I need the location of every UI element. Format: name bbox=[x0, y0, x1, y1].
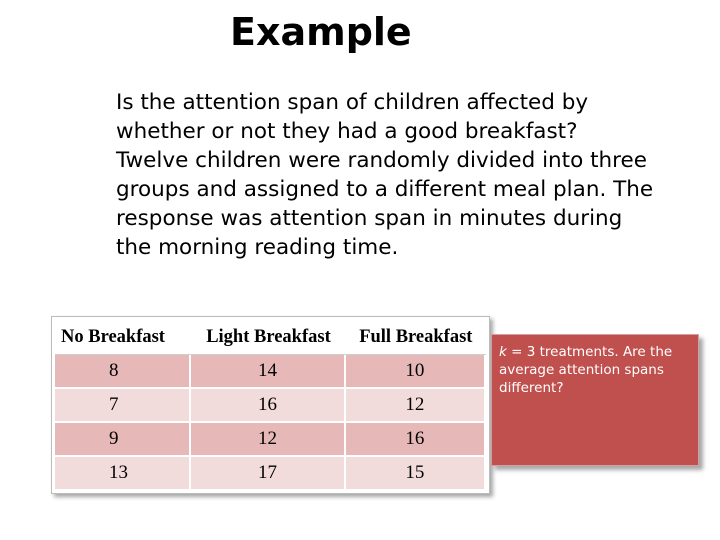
table-cell: 12 bbox=[191, 423, 345, 457]
table-cell: 16 bbox=[191, 389, 345, 423]
table-header-row bbox=[55, 320, 486, 355]
data-table-frame bbox=[51, 316, 490, 494]
table-cell: 8 bbox=[55, 355, 191, 389]
callout-text bbox=[499, 343, 691, 397]
callout-box bbox=[491, 334, 699, 466]
table-cell: 7 bbox=[55, 389, 191, 423]
table-cell: 12 bbox=[346, 389, 486, 423]
question-text: Is the attention span of children affected by whether or not they had a good breakfast? Twelve children were randomly divided into three groups and assigned to a different meal plan. The response was attention span in minutes during the morning reading time. bbox=[116, 90, 654, 260]
header-full-breakfast: Full Breakfast bbox=[346, 320, 486, 355]
data-table bbox=[55, 320, 486, 491]
callout-body: = 3 treatments. Are the average attention spans different? bbox=[499, 344, 673, 396]
k-symbol: k bbox=[499, 344, 507, 360]
table-cell: 17 bbox=[191, 457, 345, 491]
table-cell: 10 bbox=[346, 355, 486, 389]
table-cell: 15 bbox=[346, 457, 486, 491]
table-row bbox=[55, 457, 486, 491]
slide-title: Example bbox=[230, 10, 412, 54]
header-light-breakfast: Light Breakfast bbox=[191, 320, 345, 355]
table-cell: 9 bbox=[55, 423, 191, 457]
table-cell: 13 bbox=[55, 457, 191, 491]
header-no-breakfast: No Breakfast bbox=[55, 320, 191, 355]
table-row bbox=[55, 355, 486, 389]
table-cell: 16 bbox=[346, 423, 486, 457]
table-cell: 14 bbox=[191, 355, 345, 389]
table-row bbox=[55, 389, 486, 423]
table-row bbox=[55, 423, 486, 457]
